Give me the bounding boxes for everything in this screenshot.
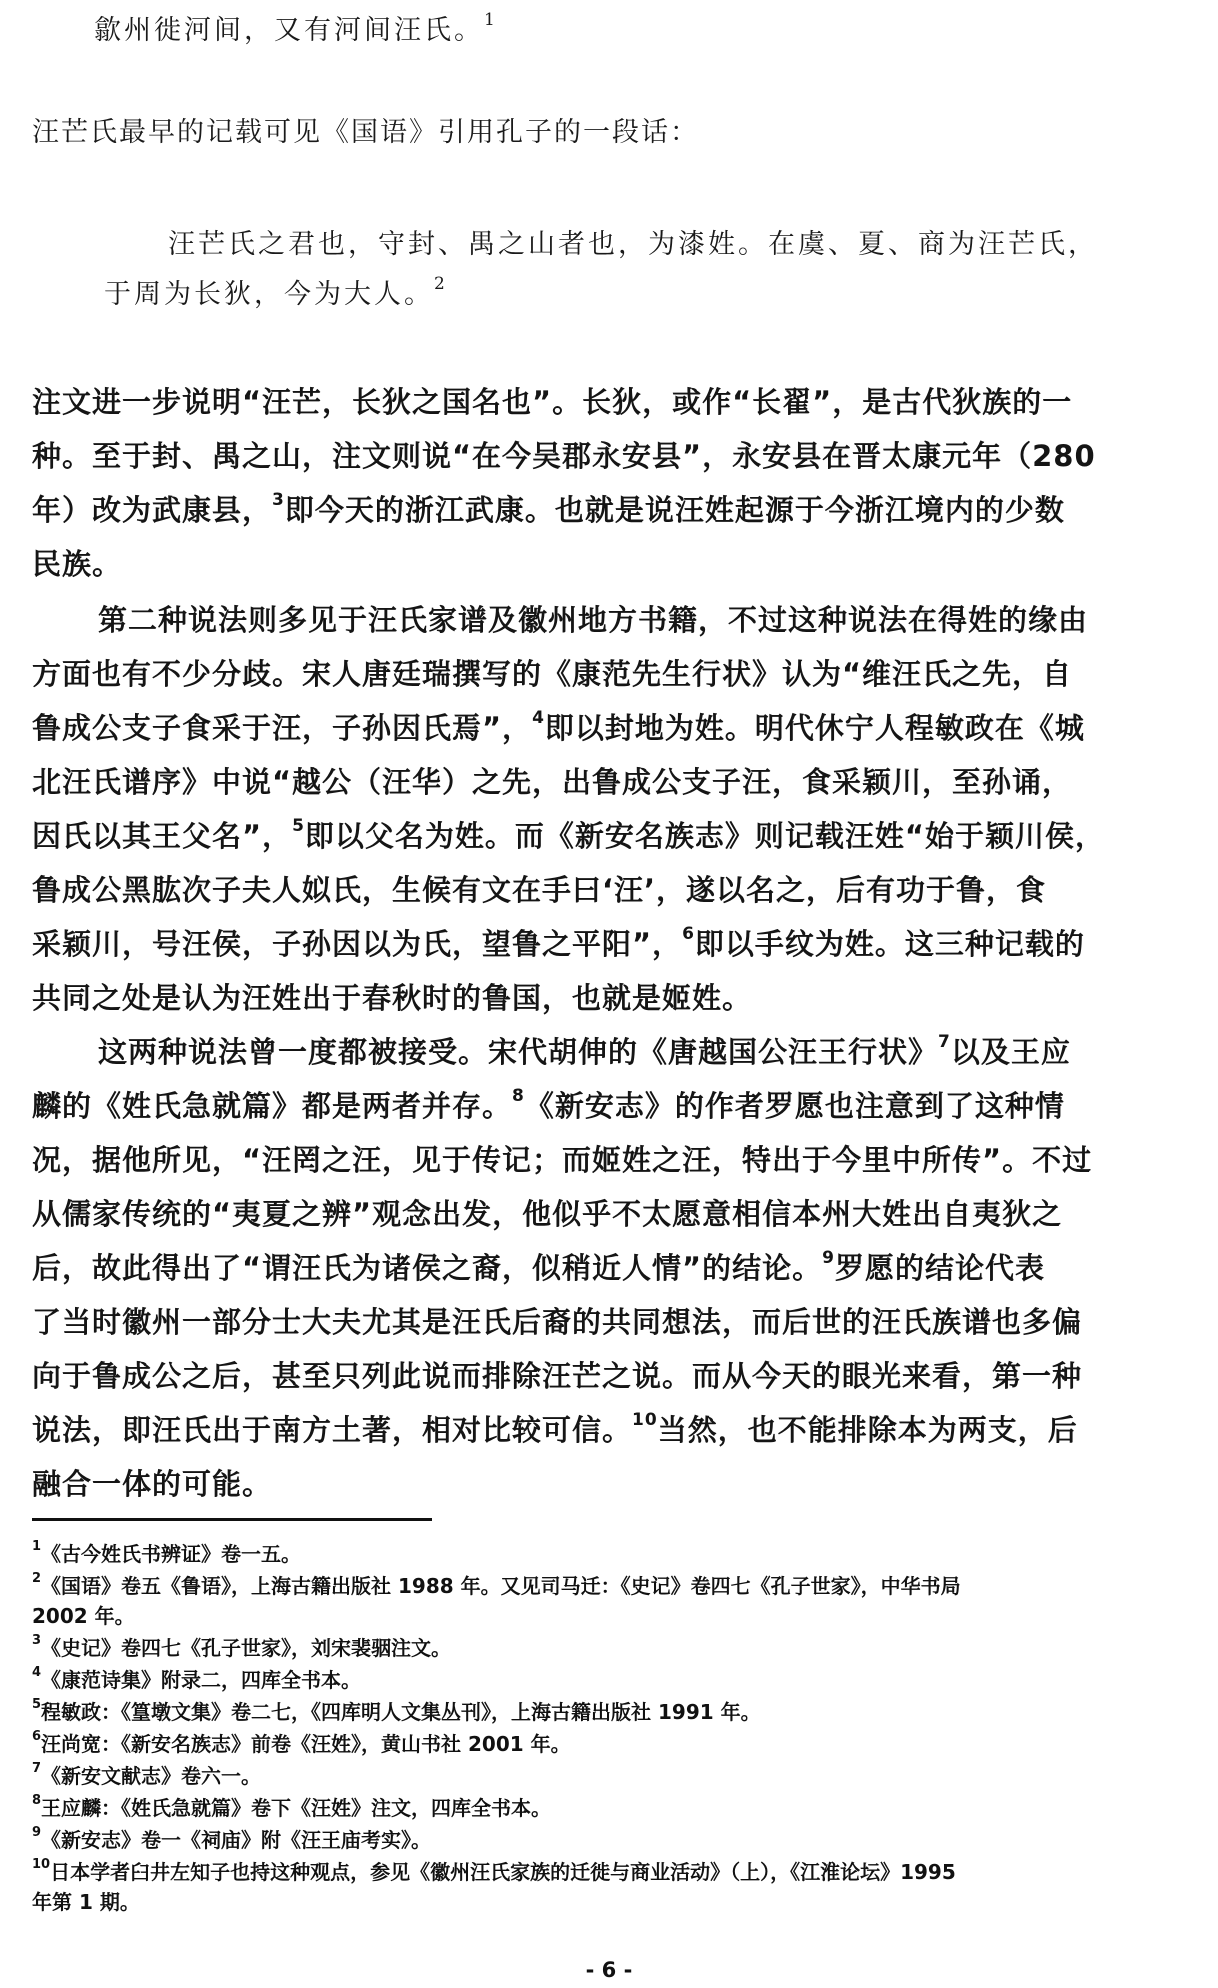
text-segment: 年）改为武康县， — [32, 493, 273, 527]
block-quote-line-2 — [104, 272, 448, 311]
text-segment: 后，故此得出了“谓汪氏为诸侯之裔，似稍近人情”的结论。 — [32, 1251, 823, 1285]
footnote-ref-5[interactable]: 5 — [292, 816, 305, 837]
footnote-text: 《康范诗集》附录二，四库全书本。 — [41, 1668, 362, 1692]
footnote-ref-7[interactable]: 7 — [938, 1032, 951, 1053]
footnote-text: 《新安文献志》卷六一。 — [41, 1764, 262, 1788]
paragraph-line — [32, 814, 1105, 855]
text-segment: 即今天的浙江武康。也就是说汪姓起源于今浙江境内的少数 — [284, 493, 1065, 527]
intro-line: 汪芒氏最早的记载可见《国语》引用孔子的一段话： — [32, 117, 699, 148]
paragraph-line: 种。至于封、禺之山，注文则说“在今吴郡永安县”，永安县在晋太康元年（280 — [32, 439, 1096, 473]
paragraph-line: 了当时徽州一部分士大夫尤其是汪氏后裔的共同想法，而后世的汪氏族谱也多偏 — [32, 1305, 1083, 1339]
footnote-number: 10 — [32, 1857, 51, 1873]
footnote-text: 年第 1 期。 — [32, 1890, 140, 1914]
block-quote-line-1: 汪芒氏之君也，守封、禺之山者也，为漆姓。在虞、夏、商为汪芒氏， — [168, 229, 1098, 260]
footnote-ref-6[interactable]: 6 — [682, 924, 695, 945]
text-segment: 因氏以其王父名”， — [32, 819, 293, 853]
footnote-separator — [32, 1518, 432, 1521]
text-segment: 即以封地为姓。明代休宁人程敏政在《城 — [544, 711, 1085, 745]
footnote-5 — [32, 1696, 761, 1725]
footnote-text: 汪尚宽：《新安名族志》前卷《汪姓》，黄山书社 2001 年。 — [41, 1732, 571, 1756]
footnote-number: 8 — [32, 1793, 42, 1809]
paragraph-line — [32, 1084, 1065, 1125]
paragraph-line: 融合一体的可能。 — [32, 1467, 273, 1501]
footnote-2-cont — [32, 1600, 135, 1629]
footnote-number: 6 — [32, 1729, 42, 1745]
footnote-1 — [32, 1538, 301, 1567]
text-segment: 采颖川，号汪侯，子孙因以为氏，望鲁之平阳”， — [32, 927, 683, 961]
footnote-number: 7 — [32, 1761, 42, 1777]
footnote-ref-9[interactable]: 9 — [822, 1248, 835, 1269]
footnote-ref-2[interactable]: 2 — [434, 274, 448, 294]
footnote-6 — [32, 1728, 571, 1757]
text-segment: 麟的《姓氏急就篇》都是两者并存。 — [32, 1089, 513, 1123]
footnote-ref-3[interactable]: 3 — [272, 490, 285, 511]
footnote-8 — [32, 1792, 551, 1821]
paragraph-line: 第二种说法则多见于汪氏家谱及徽州地方书籍，不过这种说法在得姓的缘由 — [98, 603, 1089, 637]
paragraph-line — [32, 922, 1085, 963]
footnote-ref-4[interactable]: 4 — [532, 708, 545, 729]
footnote-text: 2002 年。 — [32, 1604, 135, 1628]
paragraph-line: 况，据他所见，“汪罔之汪，见于传记；而姬姓之汪，特出于今里中所传”。不过 — [32, 1143, 1093, 1177]
paragraph-line — [32, 706, 1085, 747]
footnote-number: 2 — [32, 1571, 42, 1587]
quote-text: 于周为长狄，今为大人。 — [104, 279, 434, 310]
footnote-number: 9 — [32, 1825, 42, 1841]
paragraph-line: 共同之处是认为汪姓出于春秋时的鲁国，也就是姬姓。 — [32, 981, 753, 1015]
footnote-text: 《史记》卷四七《孔子世家》，刘宋裴骃注文。 — [41, 1636, 452, 1660]
paragraph-line: 方面也有不少分歧。宋人唐廷瑞撰写的《康范先生行状》认为“维汪氏之先，自 — [32, 657, 1073, 691]
footnote-ref-10[interactable]: 10 — [632, 1410, 658, 1431]
paragraph-line: 向于鲁成公之后，甚至只列此说而排除汪芒之说。而从今天的眼光来看，第一种 — [32, 1359, 1083, 1393]
footnote-4 — [32, 1664, 361, 1693]
text-segment: 即以父名为姓。而《新安名族志》则记载汪姓“始于颖川侯， — [304, 819, 1105, 853]
paragraph-line: 从儒家传统的“夷夏之辨”观念出发，他似乎不太愿意相信本州大姓出自夷狄之 — [32, 1197, 1063, 1231]
footnote-2 — [32, 1570, 961, 1599]
paragraph-line — [98, 1030, 1071, 1071]
footnote-3 — [32, 1632, 451, 1661]
footnote-text: 程敏政：《篁墩文集》卷二七，《四库明人文集丛刊》，上海古籍出版社 1991 年。 — [41, 1700, 761, 1724]
footnote-number: 1 — [32, 1539, 42, 1555]
footnote-7 — [32, 1760, 261, 1789]
footnote-number: 5 — [32, 1697, 42, 1713]
footnote-text: 《国语》卷五《鲁语》，上海古籍出版社 1988 年。又见司马迁：《史记》卷四七《孔子世家》，中华书局 — [41, 1574, 961, 1598]
footnote-10 — [32, 1856, 956, 1885]
footnote-number: 4 — [32, 1665, 42, 1681]
text-segment: 当然，也不能排除本为两支，后 — [657, 1413, 1078, 1447]
block-quote-tail — [94, 8, 498, 47]
footnote-10-cont — [32, 1886, 140, 1915]
paragraph-line — [32, 1408, 1078, 1449]
quote-text: 歙州徙河间，又有河间汪氏。 — [94, 15, 484, 46]
footnote-text: 《新安志》卷一《祠庙》附《汪王庙考实》。 — [41, 1828, 432, 1852]
text-segment: 说法，即汪氏出于南方土著，相对比较可信。 — [32, 1413, 633, 1447]
paragraph-line: 鲁成公黑肱次子夫人姒氏，生候有文在手曰‘汪’，遂以名之，后有功于鲁，食 — [32, 873, 1047, 907]
footnote-text: 王应麟：《姓氏急就篇》卷下《汪姓》注文，四库全书本。 — [41, 1796, 552, 1820]
footnote-text: 《古今姓氏书辨证》卷一五。 — [41, 1542, 302, 1566]
page-number: - 6 - — [585, 1958, 633, 1982]
text-segment: 这两种说法曾一度都被接受。宋代胡伸的《唐越国公汪王行状》 — [98, 1035, 939, 1069]
paragraph-line: 民族。 — [32, 547, 123, 581]
text-segment: 即以手纹为姓。这三种记载的 — [694, 927, 1085, 961]
text-segment: 鲁成公支子食采于汪，子孙因氏焉”， — [32, 711, 533, 745]
text-segment: 《新安志》的作者罗愿也注意到了这种情 — [524, 1089, 1065, 1123]
paragraph-line — [32, 488, 1065, 529]
text-segment: 罗愿的结论代表 — [834, 1251, 1045, 1285]
paragraph-line — [32, 1246, 1045, 1287]
paragraph-line: 北汪氏谱序》中说“越公（汪华）之先，出鲁成公支子汪，食采颖川，至孙诵， — [32, 765, 1073, 799]
text-segment: 以及王应 — [950, 1035, 1071, 1069]
footnote-9 — [32, 1824, 431, 1853]
footnote-number: 3 — [32, 1633, 42, 1649]
footnote-text: 日本学者臼井左知子也持这种观点，参见《徽州汪氏家族的迁徙与商业活动》（上），《江淮论坛》1995 — [50, 1860, 956, 1884]
footnote-ref-1[interactable]: 1 — [484, 10, 498, 30]
footnote-ref-8[interactable]: 8 — [512, 1086, 525, 1107]
paragraph-line: 注文进一步说明“汪芒，长狄之国名也”。长狄，或作“长翟”，是古代狄族的一 — [32, 385, 1073, 419]
